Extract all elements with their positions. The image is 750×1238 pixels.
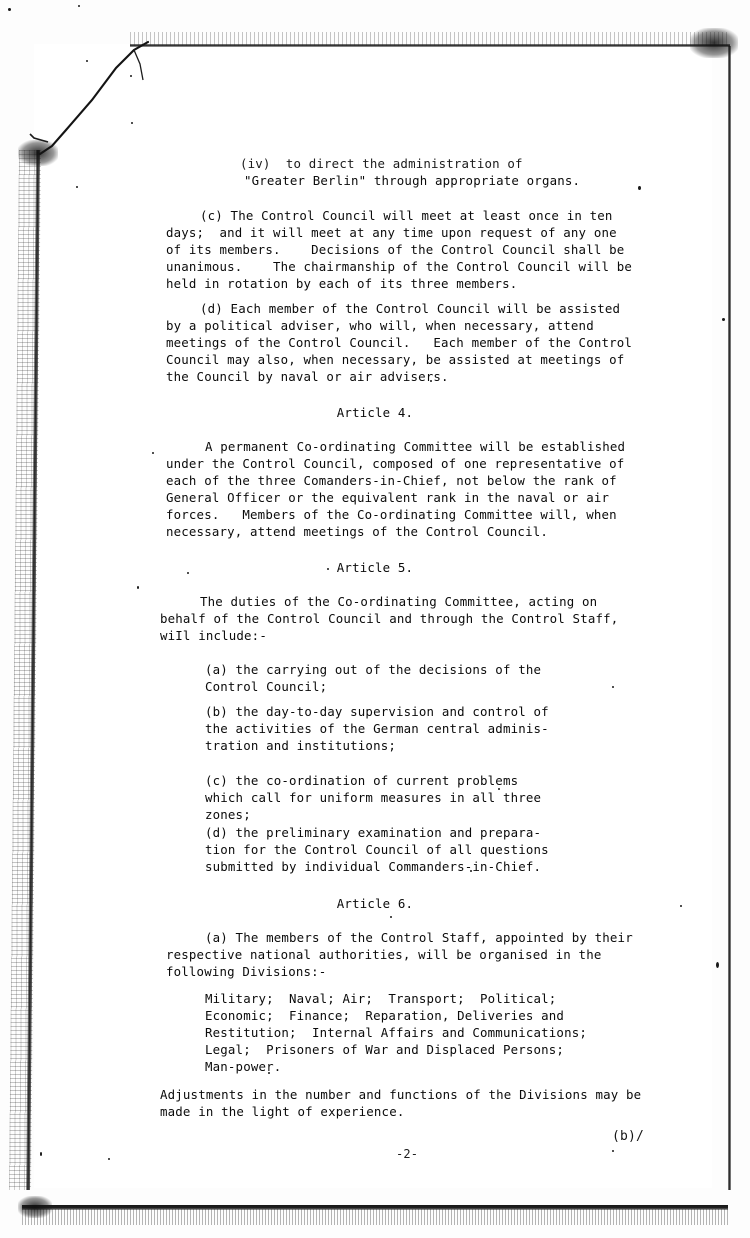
article-4-line-3: each of the three Comanders-in-Chief, not below the rank of	[166, 473, 617, 488]
scan-speck	[131, 122, 133, 124]
scan-speck	[8, 8, 11, 11]
scan-speck	[130, 75, 132, 77]
article-5-item-d-line-2: tion for the Control Council of all questions	[205, 842, 549, 857]
scan-speck	[76, 186, 78, 188]
scan-speck	[612, 686, 614, 688]
corner-blot-bottom-left	[18, 1196, 52, 1218]
divisions-line-2: Economic; Finance; Reparation, Deliveries and	[205, 1008, 565, 1023]
clause-d-line-3: meetings of the Control Council. Each member of the Control	[166, 335, 633, 350]
corner-fold-tear	[30, 38, 152, 156]
catchword-next-page: (b)/	[612, 1129, 645, 1144]
scan-speck	[612, 1150, 614, 1152]
article-4-line-4: General Officer or the equivalent rank in the naval or air	[166, 490, 610, 505]
article-6-item-a-line-1: (a) The members of the Control Staff, appointed by their	[205, 930, 633, 945]
article-6-item-a-line-2: respective national authorities, will be organised in the	[166, 947, 602, 962]
page-number: -2-	[396, 1147, 419, 1161]
article-4-line-2: under the Control Council, composed of one representative of	[166, 456, 625, 471]
scan-speck	[716, 962, 719, 968]
article-5-item-d-line-3: submitted by individual Commanders-in-Chief.	[205, 859, 542, 874]
scan-speck	[108, 1158, 110, 1160]
page-edge-bottom-fuzz	[22, 1209, 728, 1225]
article-5-intro-line-3: wiIl include:-	[160, 628, 267, 643]
article-5-item-b-line-3: tration and institutions;	[205, 738, 396, 753]
closing-line-2: made in the light of experience.	[160, 1104, 405, 1119]
scan-speck	[78, 5, 80, 7]
divisions-line-4: Legal; Prisoners of War and Displaced Persons;	[205, 1042, 565, 1057]
article-5-heading: Article 5.	[336, 560, 414, 575]
article-4-heading: Article 4.	[336, 405, 414, 420]
article-4-line-5: forces. Members of the Co-ordinating Committee will, when	[166, 507, 617, 522]
divisions-line-5: Man-power.	[205, 1059, 282, 1074]
page-edge-top-fuzz	[130, 32, 730, 46]
article-5-item-c-line-3: zones;	[205, 807, 251, 822]
article-4-line-1: A permanent Co-ordinating Committee will be established	[205, 439, 626, 454]
page-edge-right	[728, 46, 731, 1190]
corner-blot-top-right	[690, 28, 738, 58]
divisions-line-1: Military; Naval; Air; Transport; Political;	[205, 991, 557, 1006]
article-5-item-c-line-1: (c) the co-ordination of current problems	[205, 773, 519, 788]
article-4-line-6: necessary, attend meetings of the Control Council.	[166, 524, 548, 539]
scan-speck	[137, 586, 139, 589]
scan-speck	[40, 1152, 42, 1156]
article-5-intro-line-2: behalf of the Control Council and through the Control Staff,	[160, 611, 619, 626]
clause-d-line-1: (d) Each member of the Control Council will be assisted	[200, 301, 621, 316]
clause-c-line-4: unanimous. The chairmanship of the Control Council will be	[166, 259, 633, 274]
article-5-item-a-line-1: (a) the carrying out of the decisions of the	[205, 662, 542, 677]
clause-c-line-5: held in rotation by each of its three members.	[166, 276, 518, 291]
scan-speck	[152, 452, 154, 454]
article-5-item-a-line-2: Control Council;	[205, 679, 328, 694]
article-5-intro-line-1: The duties of the Co-ordinating Committee, acting on	[200, 594, 598, 609]
article-6-heading: Article 6.	[336, 896, 414, 911]
clause-d-line-5: the Council by naval or air advisers.	[166, 369, 449, 384]
clause-c-line-1: (c) The Control Council will meet at least once in ten	[200, 208, 613, 223]
clause-c-line-2: days; and it will meet at any time upon request of any one	[166, 225, 617, 240]
scan-speck	[722, 318, 725, 321]
clause-iv-line-1: (iv) to direct the administration of	[240, 156, 523, 171]
article-5-item-c-line-2: which call for uniform measures in all three	[205, 790, 542, 805]
article-5-item-d-line-1: (d) the preliminary examination and prepara-	[205, 825, 542, 840]
article-5-item-b-line-1: (b) the day-to-day supervision and control of	[205, 704, 549, 719]
article-5-item-b-line-2: the activities of the German central adminis-	[205, 721, 549, 736]
closing-line-1: Adjustments in the number and functions of the Divisions may be	[160, 1087, 642, 1102]
clause-c-line-3: of its members. Decisions of the Control Council shall be	[166, 242, 625, 257]
scan-speck	[86, 60, 88, 62]
scan-speck	[390, 916, 392, 918]
article-6-item-a-line-3: following Divisions:-	[166, 964, 327, 979]
clause-iv-line-2: "Greater Berlin" through appropriate organs.	[244, 173, 581, 188]
divisions-line-3: Restitution; Internal Affairs and Communications;	[205, 1025, 587, 1040]
clause-d-line-2: by a political adviser, who will, when necessary, attend	[166, 318, 594, 333]
scan-speck	[638, 186, 641, 190]
clause-d-line-4: Council may also, when necessary, be assisted at meetings of	[166, 352, 625, 367]
